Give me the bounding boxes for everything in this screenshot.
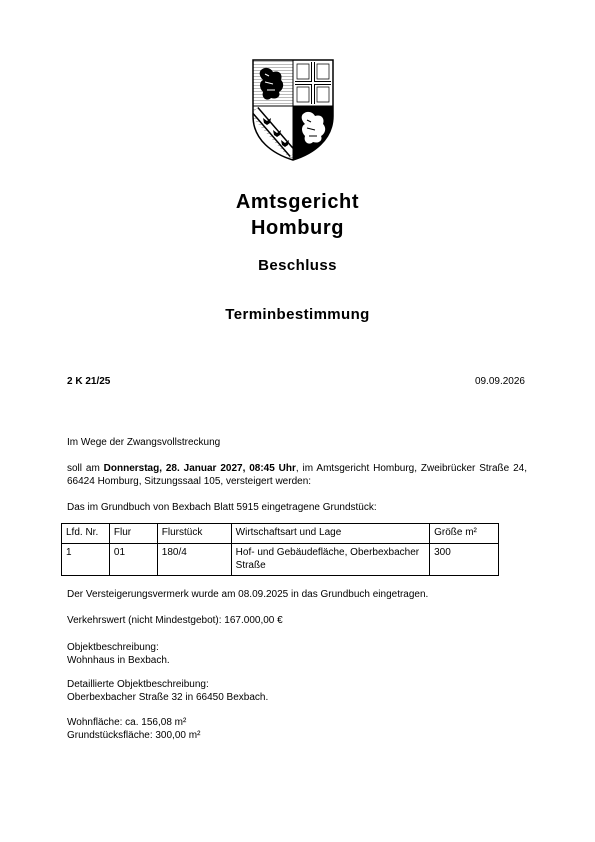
- column-header: Wirtschaftsart und Lage: [231, 524, 429, 544]
- intro-text: Im Wege der Zwangsvollstreckung: [67, 437, 221, 448]
- auction-pre: soll am: [67, 463, 104, 474]
- auction-paragraph: [67, 462, 527, 488]
- property-table: [61, 523, 499, 576]
- document-subject: Terminbestimmung: [225, 306, 370, 323]
- land-register-text: Das im Grundbuch von Bexbach Blatt 5915 eingetragene Grundstück:: [67, 502, 377, 513]
- table-cell: 300: [430, 544, 499, 576]
- auction-post: , im Amtsgericht Homburg, Zweibrücker Straße 24, 66424 Homburg, Sitzungssaal 105, versteigert werden:: [67, 463, 528, 487]
- court-name-line1: Amtsgericht: [235, 191, 360, 213]
- table-cell: 1: [62, 544, 110, 576]
- table-cell: Hof- und Gebäudefläche, Oberbexbacher Straße: [231, 544, 429, 576]
- column-header: Größe m²: [430, 524, 499, 544]
- table-cell: 180/4: [157, 544, 231, 576]
- table-header-row: [62, 524, 499, 544]
- plot-area: Grundstücksfläche: 300,00 m²: [67, 730, 201, 741]
- table-row: [62, 544, 499, 576]
- detail-description-label: Detaillierte Objektbeschreibung:: [67, 679, 209, 690]
- file-number: 2 K 21/25: [67, 376, 111, 387]
- document-date: 09.09.2026: [474, 376, 525, 387]
- detail-description-value: Oberbexbacher Straße 32 in 66450 Bexbach.: [67, 692, 269, 703]
- object-description-value: Wohnhaus in Bexbach.: [67, 655, 170, 666]
- market-value: Verkehrswert (nicht Mindestgebot): 167.000,00 €: [67, 615, 283, 626]
- coat-of-arms-icon: [251, 58, 335, 162]
- object-description-label: Objektbeschreibung:: [67, 642, 159, 653]
- living-area: Wohnfläche: ca. 156,08 m²: [67, 717, 187, 728]
- column-header: Lfd. Nr.: [62, 524, 110, 544]
- decision-type: Beschluss: [258, 257, 337, 274]
- column-header: Flur: [109, 524, 157, 544]
- column-header: Flurstück: [157, 524, 231, 544]
- registration-note: Der Versteigerungsvermerk wurde am 08.09.2025 in das Grundbuch eingetragen.: [67, 589, 429, 600]
- court-name-line2: Homburg: [250, 217, 345, 239]
- table-cell: 01: [109, 544, 157, 576]
- auction-date: Donnerstag, 28. Januar 2027, 08:45 Uhr: [103, 463, 296, 474]
